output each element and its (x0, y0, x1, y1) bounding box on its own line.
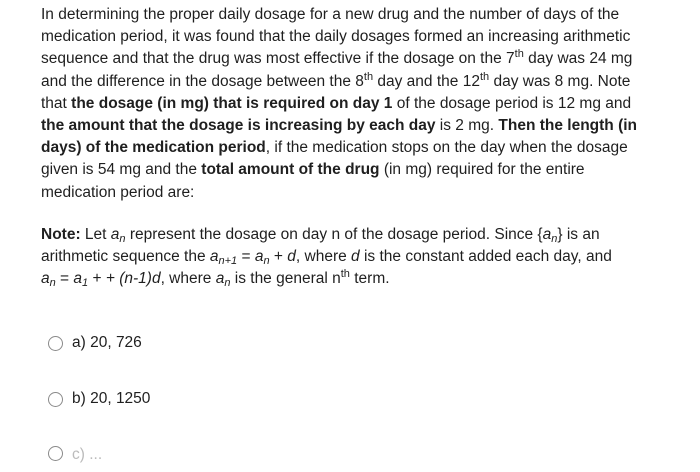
option-b[interactable] (48, 390, 150, 408)
radio-button-b[interactable] (48, 392, 63, 407)
question-text: In determining the proper daily dosage for a new drug and the number of days of the medication period, it was found that the daily dosages formed an increasing arithmetic sequence and that the drug was most effective if the dosage on the 7th day was 24 mg and the difference in the dosage between the 8th day and the 12th day was 8 mg. Note that the dosage (in mg) that is required on day 1 of the dosage period is 12 mg and the amount that the dosage is increasing by each day is 2 mg. Then the length (in days) of the medication period, if the medication stops on the day when the dosage given is 54 mg and the total amount of the drug (in mg) required for the entire medication period are: (41, 6, 638, 201)
question-block (41, 4, 651, 290)
option-b-label: b) 20, 1250 (72, 390, 151, 407)
option-c-label: c) ... (72, 446, 103, 463)
option-a-label: a) 20, 726 (72, 334, 142, 351)
option-c[interactable] (48, 446, 103, 463)
radio-button-c[interactable] (48, 446, 63, 461)
note-text: Note: Let $a_n$ represent the dosage on day n of the dosage period. Since $\{a_n\}$ is an arithmetic sequence the $a_{n+1} = a_n + d$, where d is the constant added each day, and $a_n = a_1$ + + (n-1)d, where $a_n$ is the general $n^{th}$ term. (41, 225, 612, 290)
radio-button-a[interactable] (48, 336, 63, 351)
option-a[interactable] (48, 334, 142, 352)
option-c-clipped (48, 446, 103, 463)
